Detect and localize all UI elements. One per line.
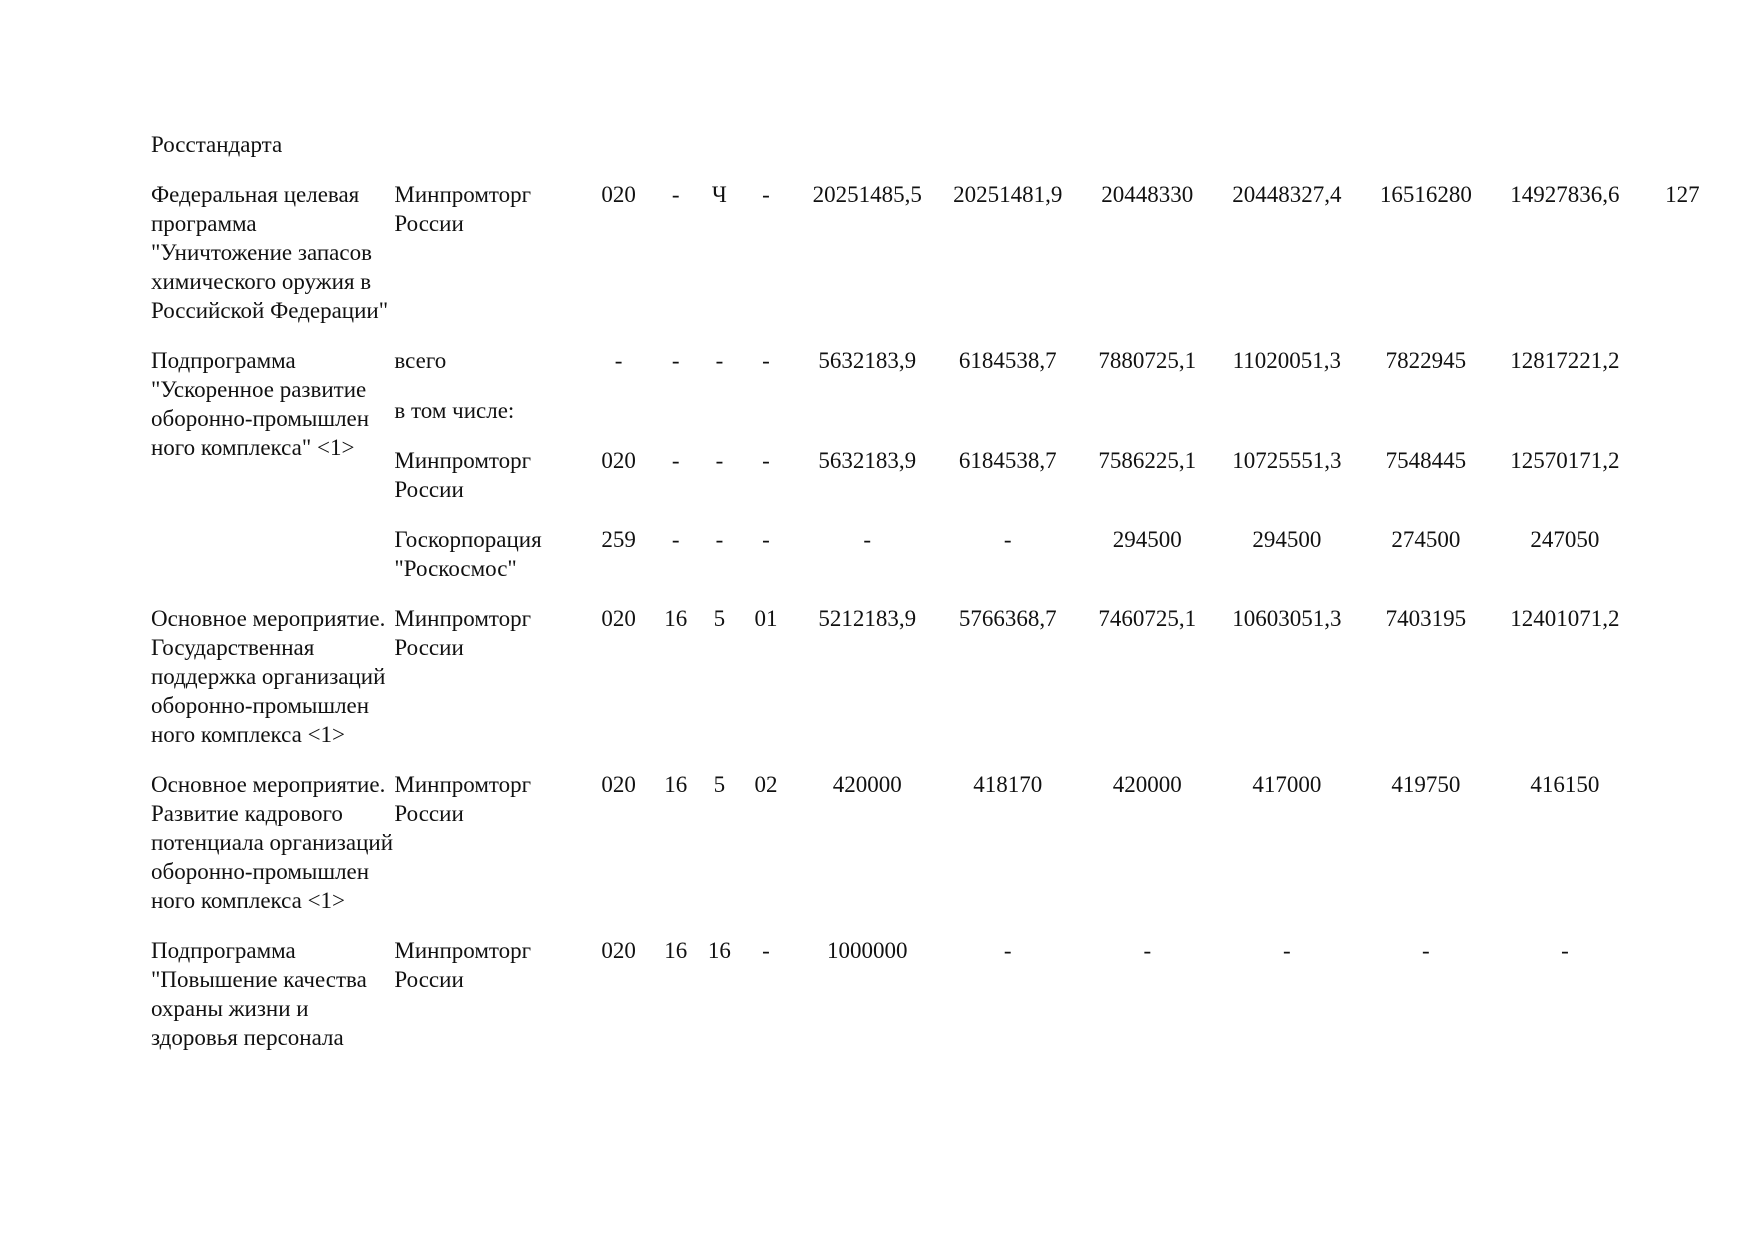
value-cell: 6184538,7	[958, 348, 1057, 373]
value-cell: -	[1422, 938, 1430, 963]
program-name-cell: Подпрограмма "Ускоренное развитие оборонно-промышлен ного комплекса" <1>	[151, 348, 370, 460]
code-cell: -	[671, 527, 680, 552]
code-cell: 020	[601, 182, 636, 207]
leading-text: Росстандарта	[151, 132, 283, 157]
program-name-cell: Основное мероприятие. Государственная поддержка организаций оборонно-промышлен ного комплекса <1>	[151, 606, 386, 747]
code-cell	[648, 396, 704, 446]
program-name-cell: Основное мероприятие. Развитие кадрового потенциала организаций оборонно-промышлен ного комплекса <1>	[151, 772, 394, 913]
code-cell: -	[715, 348, 724, 373]
code-cell: -	[614, 348, 623, 373]
value-cell: -	[1561, 938, 1569, 963]
value-cell: 5632183,9	[818, 348, 917, 373]
value-cell: 20448330	[1101, 182, 1194, 207]
value-cell	[1495, 396, 1636, 446]
value-cell: 294500	[1252, 527, 1322, 552]
code-cell: 259	[601, 527, 636, 552]
value-cell: 10725551,3	[1232, 448, 1342, 473]
code-cell: 02	[754, 772, 778, 797]
value-cell: 7586225,1	[1098, 448, 1197, 473]
code-cell: -	[762, 182, 770, 207]
value-cell: 274500	[1391, 527, 1461, 552]
value-cell: 11020051,3	[1232, 348, 1342, 373]
code-cell: 16	[664, 938, 688, 963]
value-cell	[1217, 396, 1358, 446]
code-cell: -	[762, 448, 770, 473]
value-cell: 7880725,1	[1098, 348, 1197, 373]
executor-cell: Минпромторг России	[394, 182, 532, 236]
value-cell: 14927836,6	[1510, 182, 1620, 207]
code-cell: -	[671, 348, 680, 373]
value-cell: 7548445	[1385, 448, 1467, 473]
executor-cell: Госкорпорация "Роскосмос"	[394, 527, 542, 581]
budget-table	[151, 180, 1754, 1052]
value-cell: 7403195	[1385, 606, 1467, 631]
value-cell: 12817221,2	[1510, 348, 1620, 373]
executor-cell: Минпромторг России	[394, 772, 532, 826]
value-cell: 5766368,7	[958, 606, 1057, 631]
value-cell: -	[1143, 938, 1152, 963]
value-cell	[797, 396, 938, 446]
executor-cell: всего	[394, 348, 447, 373]
code-cell: -	[715, 448, 724, 473]
value-cell	[1635, 346, 1754, 396]
table-row	[151, 936, 1754, 1052]
table-row	[151, 180, 1754, 346]
value-cell: 12570171,2	[1510, 448, 1620, 473]
code-cell: 020	[601, 772, 636, 797]
value-cell: 1000000	[826, 938, 908, 963]
executor-cell: Минпромторг России	[394, 448, 532, 502]
executor-cell: Минпромторг России	[394, 606, 532, 660]
code-cell: 020	[601, 448, 636, 473]
value-cell	[1635, 936, 1754, 1052]
value-cell	[1635, 770, 1754, 936]
table-row	[151, 346, 1754, 396]
value-cell: -	[1003, 938, 1012, 963]
value-cell	[1635, 604, 1754, 770]
code-cell: -	[671, 448, 680, 473]
value-cell: 419750	[1391, 772, 1461, 797]
value-cell: -	[863, 527, 872, 552]
program-name-cell: Федеральная целевая программа "Уничтожение запасов химического оружия в Российской Федерации"	[151, 182, 389, 323]
code-cell: -	[715, 527, 724, 552]
code-cell: 020	[601, 606, 636, 631]
value-cell: 20448327,4	[1232, 182, 1342, 207]
value-cell: 418170	[973, 772, 1043, 797]
value-cell: 20251481,9	[953, 182, 1063, 207]
value-cell: 5212183,9	[818, 606, 917, 631]
value-cell: 5632183,9	[818, 448, 917, 473]
code-cell: 16	[664, 772, 688, 797]
value-cell: 7460725,1	[1098, 606, 1197, 631]
budget-table-body	[151, 180, 1754, 1052]
code-cell: -	[762, 348, 770, 373]
table-row	[151, 770, 1754, 936]
value-cell: -	[1003, 527, 1012, 552]
value-cell	[1635, 446, 1754, 525]
value-cell: 247050	[1530, 527, 1600, 552]
code-cell: 16	[707, 938, 731, 963]
value-cell: 294500	[1112, 527, 1182, 552]
code-cell: 5	[713, 606, 726, 631]
code-cell	[735, 396, 797, 446]
code-cell: Ч	[711, 182, 727, 207]
value-cell: -	[1282, 938, 1291, 963]
value-cell: 417000	[1252, 772, 1322, 797]
value-cell: 12401071,2	[1510, 606, 1620, 631]
code-cell	[590, 396, 648, 446]
code-cell: 16	[664, 606, 688, 631]
value-cell: 20251485,5	[812, 182, 922, 207]
value-cell	[938, 396, 1079, 446]
value-cell: 7822945	[1385, 348, 1467, 373]
value-cell	[1078, 396, 1217, 446]
value-cell	[1635, 525, 1754, 604]
value-cell: 6184538,7	[958, 448, 1057, 473]
code-cell	[704, 396, 735, 446]
value-cell: 420000	[1112, 772, 1182, 797]
value-cell: 420000	[832, 772, 902, 797]
value-cell: 16516280	[1379, 182, 1472, 207]
value-cell	[1635, 396, 1754, 446]
code-cell: -	[671, 182, 680, 207]
value-cell: 416150	[1530, 772, 1600, 797]
table-row	[151, 604, 1754, 770]
executor-cell: в том числе:	[394, 398, 515, 423]
code-cell: 01	[754, 606, 778, 631]
value-cell	[1357, 396, 1495, 446]
code-cell: -	[762, 938, 770, 963]
value-cell: 127	[1665, 182, 1700, 207]
executor-cell: Минпромторг России	[394, 938, 532, 992]
program-name-cell: Подпрограмма "Повышение качества охраны жизни и здоровья персонала	[151, 938, 367, 1050]
code-cell: 020	[601, 938, 636, 963]
code-cell: -	[762, 527, 770, 552]
code-cell: 5	[713, 772, 726, 797]
value-cell: 10603051,3	[1232, 606, 1342, 631]
